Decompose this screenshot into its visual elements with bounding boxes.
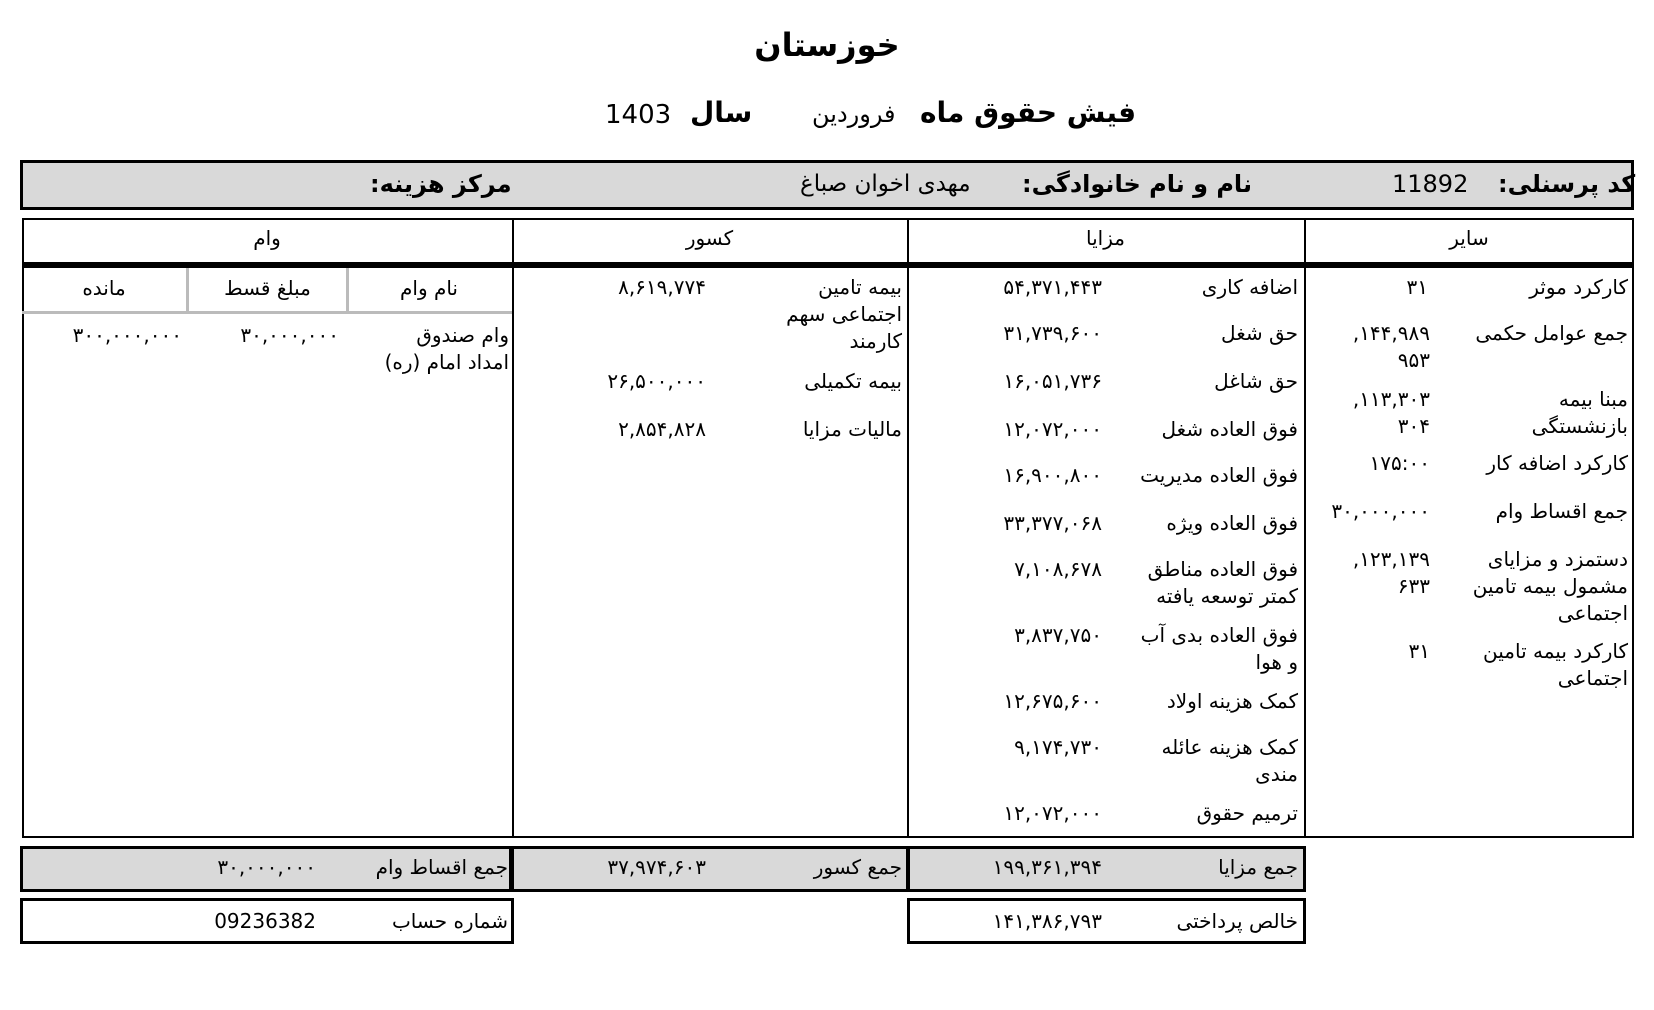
mazaya-label: فوق العاده مناطق کمتر توسعه یافته [1147, 557, 1298, 608]
total-mazaya-label: جمع مزایا [1218, 855, 1298, 879]
mazaya-value: ۱۲,۰۷۲,۰۰۰ [1003, 417, 1102, 441]
mazaya-value: ۱۶,۹۰۰,۸۰۰ [1003, 463, 1102, 487]
sayer-label: مبنا بیمه بازنشستگی [1531, 387, 1628, 438]
sayer-value: ۱۱۳,۳۰۳, ۳۰۴ [1352, 387, 1430, 438]
mazaya-label: اضافه کاری [1201, 275, 1298, 299]
section-mazaya: مزایا [1086, 226, 1125, 250]
sayer-label: جمع اقساط وام [1495, 499, 1628, 523]
net-payment-value: ۱۴۱,۳۸۶,۷۹۳ [992, 909, 1102, 933]
loan-header-name: نام وام [400, 276, 458, 300]
employee-name-label: نام و نام خانوادگی: [1022, 170, 1252, 198]
net-payment-label: خالص پرداختی [1176, 909, 1298, 933]
loan-installment: ۳۰,۰۰۰,۰۰۰ [240, 323, 339, 347]
slip-month: فروردین [812, 100, 896, 128]
year-label: سال [690, 96, 753, 129]
mazaya-value: ۱۶,۰۵۱,۷۳۶ [1003, 369, 1102, 393]
organization-title: خوزستان [754, 26, 900, 64]
kosur-value: ۲,۸۵۴,۸۲۸ [618, 417, 706, 441]
kosur-value: ۲۶,۵۰۰,۰۰۰ [607, 369, 706, 393]
sayer-label: کارکرد اضافه کار [1486, 451, 1628, 475]
loan-header-installment: مبلغ قسط [224, 276, 311, 300]
mazaya-label: فوق العاده ویژه [1166, 511, 1298, 535]
sayer-value: ۱۲۳,۱۳۹, ۶۳۳ [1352, 547, 1430, 598]
sayer-value: ۳۰,۰۰۰,۰۰۰ [1331, 499, 1430, 523]
account-label: شماره حساب [391, 909, 508, 933]
employee-code-label: کد پرسنلی: [1498, 170, 1636, 198]
section-vam: وام [253, 226, 281, 250]
sayer-label: کارکرد بیمه تامین اجتماعی [1483, 639, 1628, 690]
mazaya-value: ۱۲,۰۷۲,۰۰۰ [1003, 801, 1102, 825]
total-kosur-label: جمع کسور [813, 855, 902, 879]
mazaya-label: کمک هزینه عائله مندی [1161, 735, 1298, 786]
total-mazaya-value: ۱۹۹,۳۶۱,۳۹۴ [992, 855, 1102, 879]
mazaya-label: حق شاغل [1214, 369, 1298, 393]
mazaya-label: کمک هزینه اولاد [1166, 689, 1298, 713]
kosur-label: مالیات مزایا [802, 417, 902, 441]
mazaya-value: ۱۲,۶۷۵,۶۰۰ [1003, 689, 1102, 713]
mazaya-label: فوق العاده مدیریت [1140, 463, 1298, 487]
employee-name: مهدی اخوان صباغ [800, 171, 971, 197]
mazaya-value: ۷,۱۰۸,۶۷۸ [1014, 557, 1102, 581]
sayer-label: کارکرد موثر [1529, 275, 1628, 299]
mazaya-label: فوق العاده بدی آب و هوا [1140, 623, 1298, 674]
totals-divider-2 [906, 846, 909, 892]
section-kosur: کسور [685, 226, 734, 250]
mazaya-label: حق شغل [1221, 321, 1298, 345]
loan-name: وام صندوق امداد امام (ره) [384, 323, 509, 374]
loan-header-remaining: مانده [82, 276, 126, 300]
mazaya-label: ترمیم حقوق [1196, 801, 1298, 825]
employee-code: 11892 [1392, 170, 1469, 198]
col-divider-vam [512, 218, 514, 838]
sayer-value: ۱۴۴,۹۸۹, ۹۵۳ [1352, 321, 1430, 372]
mazaya-value: ۳,۸۳۷,۷۵۰ [1014, 623, 1102, 647]
sayer-label: دستمزد و مزایای مشمول بیمه تامین اجتماعی [1472, 547, 1628, 625]
total-loan-value: ۳۰,۰۰۰,۰۰۰ [217, 855, 316, 879]
account-number: 09236382 [214, 909, 316, 933]
kosur-value: ۸,۶۱۹,۷۷۴ [618, 275, 706, 299]
kosur-label: بیمه تامین اجتماعی سهم کارمند [786, 275, 902, 353]
totals-divider-1 [511, 846, 514, 892]
total-loan-label: جمع اقساط وام [375, 855, 508, 879]
total-kosur-value: ۳۷,۹۷۴,۶۰۳ [607, 855, 706, 879]
sayer-value: ۳۱ [1408, 639, 1430, 663]
section-sayer: سایر [1449, 226, 1489, 250]
kosur-label: بیمه تکمیلی [804, 369, 902, 393]
loan-remaining: ۳۰۰,۰۰۰,۰۰۰ [72, 323, 182, 347]
mazaya-value: ۳۱,۷۳۹,۶۰۰ [1003, 321, 1102, 345]
cost-center-label: مرکز هزینه: [370, 170, 512, 198]
sayer-label: جمع عوامل حکمی [1475, 321, 1628, 345]
col-divider-mazaya [1304, 218, 1306, 838]
mazaya-label: فوق العاده شغل [1161, 417, 1298, 441]
sayer-value: ۳۱ [1406, 275, 1428, 299]
mazaya-value: ۵۴,۳۷۱,۴۴۳ [1003, 275, 1102, 299]
mazaya-value: ۳۳,۳۷۷,۰۶۸ [1003, 511, 1102, 535]
sayer-value: ۱۷۵:۰۰ [1369, 451, 1430, 475]
col-divider-kosur [907, 218, 909, 838]
slip-title: فیش حقوق ماه [920, 96, 1137, 129]
mazaya-value: ۹,۱۷۴,۷۳۰ [1014, 735, 1102, 759]
year-value: 1403 [605, 100, 672, 130]
